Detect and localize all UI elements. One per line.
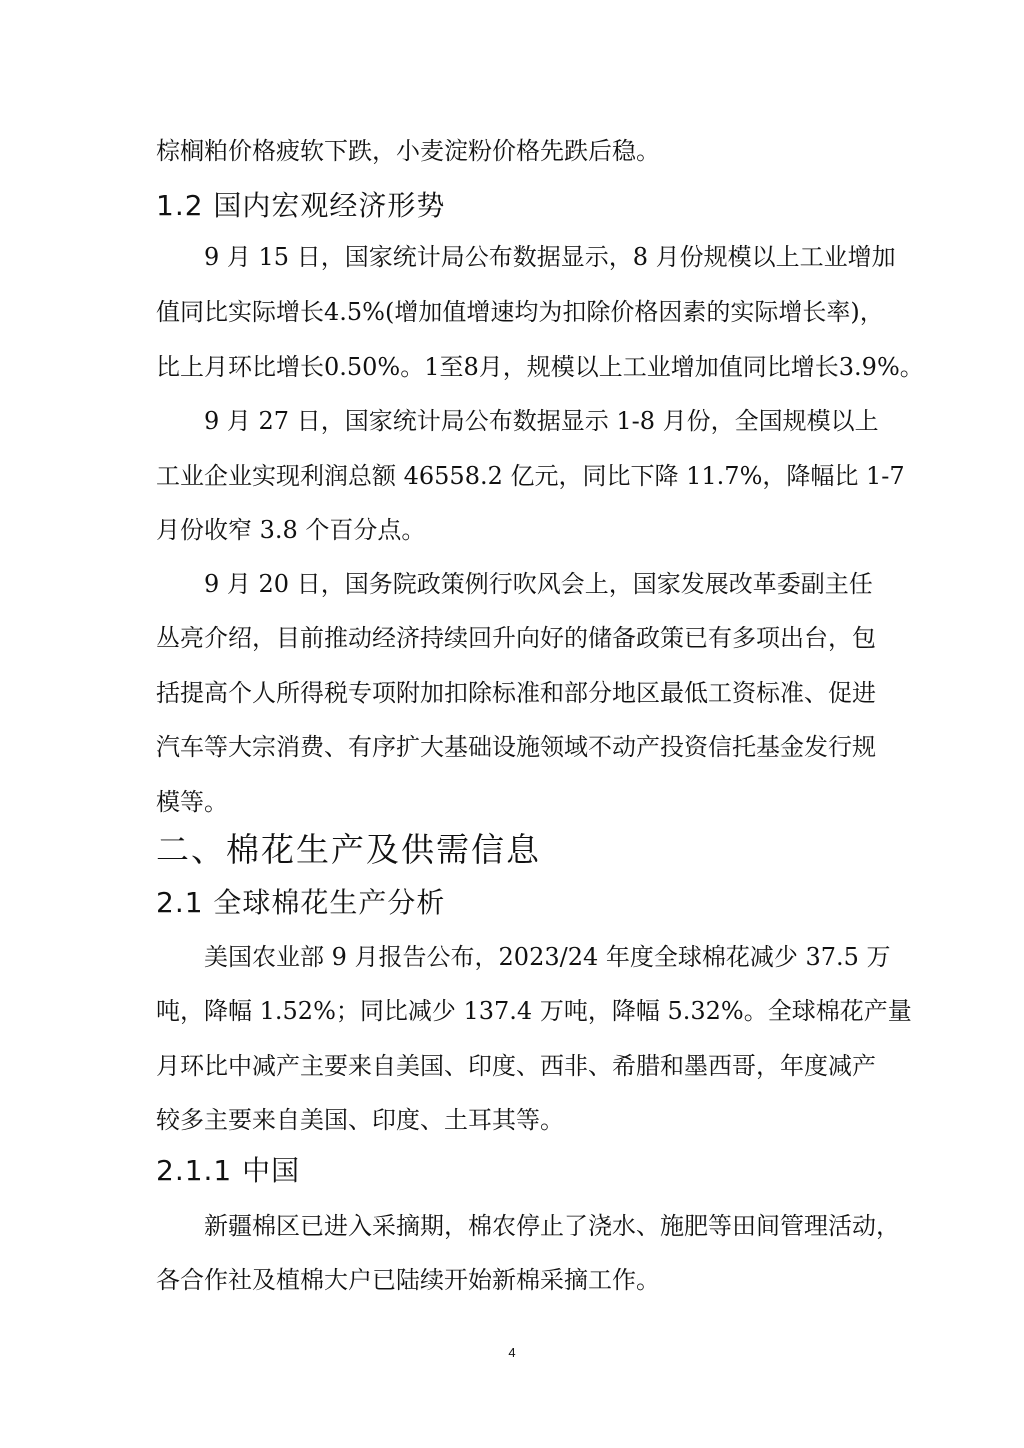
paragraph-line: 比上月环比增长0.50%。1至8月，规模以上工业增加值同比增长3.9%。 <box>156 353 924 381</box>
paragraph-line: 月份收窄 3.8 个百分点。 <box>156 516 426 544</box>
section-heading-2-1: 2.1 全球棉花生产分析 <box>156 886 446 919</box>
paragraph-line: 9 月 27 日，国家统计局公布数据显示 1-8 月份，全国规模以上 <box>204 407 879 435</box>
section-heading-1-2: 1.2 国内宏观经济形势 <box>156 189 446 222</box>
paragraph-line: 棕榈粕价格疲软下跌，小麦淀粉价格先跌后稳。 <box>156 137 660 165</box>
paragraph-line: 吨，降幅 1.52%；同比减少 137.4 万吨，降幅 5.32%。全球棉花产量 <box>156 997 912 1025</box>
paragraph-line: 各合作社及植棉大户已陆续开始新棉采摘工作。 <box>156 1266 660 1294</box>
paragraph-line: 值同比实际增长4.5%(增加值增速均为扣除价格因素的实际增长率)， <box>156 298 884 326</box>
paragraph-line: 月环比中减产主要来自美国、印度、西非、希腊和墨西哥，年度减产 <box>156 1052 876 1080</box>
paragraph-line: 美国农业部 9 月报告公布，2023/24 年度全球棉花减少 37.5 万 <box>204 943 891 971</box>
paragraph-line: 括提高个人所得税专项附加扣除标准和部分地区最低工资标准、促进 <box>156 679 876 707</box>
paragraph-line: 工业企业实现利润总额 46558.2 亿元，同比下降 11.7%，降幅比 1-7 <box>156 462 905 490</box>
paragraph-line: 新疆棉区已进入采摘期，棉农停止了浇水、施肥等田间管理活动， <box>204 1212 900 1240</box>
paragraph-line: 较多主要来自美国、印度、土耳其等。 <box>156 1106 564 1134</box>
paragraph-line: 9 月 20 日，国务院政策例行吹风会上，国家发展改革委副主任 <box>204 570 873 598</box>
paragraph-line: 汽车等大宗消费、有序扩大基础设施领域不动产投资信托基金发行规 <box>156 733 876 761</box>
paragraph-line: 模等。 <box>156 788 228 816</box>
page-number: 4 <box>508 1345 516 1360</box>
subsection-heading-2-1-1: 2.1.1 中国 <box>156 1154 301 1187</box>
chapter-heading-2: 二、棉花生产及供需信息 <box>156 830 541 869</box>
paragraph-line: 丛亮介绍，目前推动经济持续回升向好的储备政策已有多项出台，包 <box>156 624 876 652</box>
paragraph-line: 9 月 15 日，国家统计局公布数据显示，8 月份规模以上工业增加 <box>204 243 896 271</box>
